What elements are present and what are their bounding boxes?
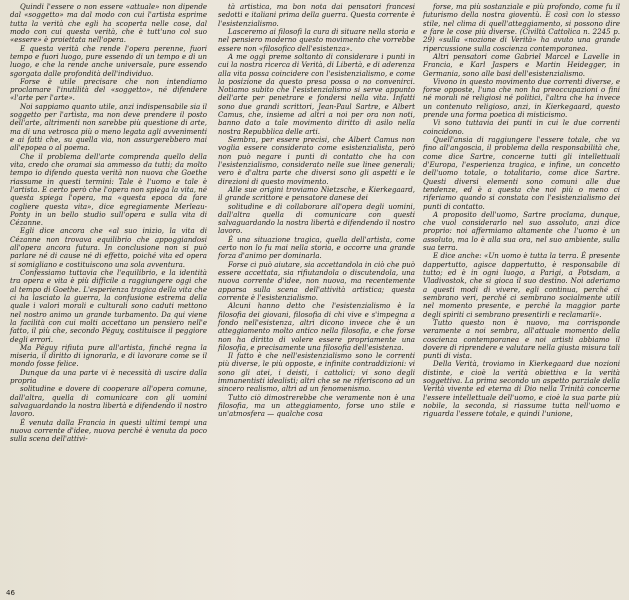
paragraph: Vivono in questo movimento due correnti diverse, e forse opposte, l'una che non ha preoccupazioni o fini né morali né religiosi né politici, l'altra che ha invece un contenuto religioso, anzi, in Kierkegaard, questo prende una forma poetica di misticismo. <box>423 76 620 120</box>
page-number: 46 <box>6 589 15 597</box>
paragraph: tà artistica, ma bon nota dai pensatori francesi sedotti e italiani prima della guerra. Questa corrente è l'esistenzialismo. <box>218 2 415 28</box>
paragraph: solitudine e dovere di cooperare all'opera comune, dall'altra, quella di comunicare con gli uomini salvaguardando la nostra libertà e difendendo il nostro lavoro. <box>10 384 207 419</box>
paragraph: E questa verità che rende l'opera perenne, fuori tempo e fuori luogo, pure essendo di un tempo e di un luogo, e che la rende anche universale, pure essendo sgorgata dalle profondità dell'individuo. <box>10 43 207 78</box>
text-column-2 <box>218 3 415 419</box>
paragraph: Confessiamo tuttavia che l'equilibrio, e la identità tra opera e vita è più difficile a raggiungere oggi che al tempo di Goethe. L'esperienza tragica della vita che ci ha lasciato la guerra, la confusione estrema della quale i valori morali e culturali sono caduti mettono nel nostro animo un grande turbamento. Da qui viene la facilità con cui molti accettano un pensiero nell'e fatto, il più che, secondo Péguy, costituisce il peggiore degli errori. <box>10 268 207 344</box>
paragraph: Sembra, per essere precisi, che Albert Camus non voglia essere considerato come esistenzialista, però non può negare i punti di contatto che ha con l'esistenzialismo, considerato nelle sue linee generali; vero è d'altra parte che diversi sono gli aspetti e le direzioni di questo movimento. <box>218 135 415 186</box>
paragraph: Della Verità, troviamo in Kierkegaard due nozioni distinte, e cioè la verità obiettiva e la verità soggettiva. La prima secondo un aspetto parziale della Verità vivente ed eterna di Dio nella Trinità concerne l'essere intellettuale dell'uomo, e cioè la sua parte più nobile, la seconda, si riassume tutta nell'uomo e riguarda l'essere totale, e quindi l'unione, <box>423 359 620 419</box>
paragraph: È una situazione tragica, quella dell'artista, come certo non lo fu mai nella storia, e occorre una grande forza d'animo per dominarla. <box>218 234 415 261</box>
paragraph: Altri pensatori come Gabriel Marcel e Lavelle in Francia, e Karl Jaspers e Martin Heidegger, in Germania, sono alle basi dell'esistenzialismo. <box>423 51 620 78</box>
paragraph: Egli dice ancora che «al suo inizio, la vita di Cézanne non trovava equilibrio che appoggiandosi all'opera ancora futura. In conclusione non si può parlare né di cause né di effetto, poiché vita ed opera si somigliano e costituiscono una sola avventura. <box>10 226 207 269</box>
paragraph: Forse ci può aiutare, sia accettandola in ciò che può essere accettata, sia rifiutandola o discutendola, una nuova corrente d'idee, non nuova, ma recentemente apparsa sulla scena dell'attività artistica; questa corrente è l'esistenzialismo. <box>218 259 415 302</box>
paragraph: Forse è utile precisare che non intendiamo proclamare l'inutilità del «soggetto», né difendere «l'arte per l'arte». <box>10 76 207 103</box>
paragraph: Il fatto è che nell'esistenzialismo sono le correnti più diverse, le più opposte, e infinite contraddizioni: vi sono gli atei, i deisti, i cattolici; vi sono degli immanentisti idealisti; altri che se ne riferiscono ad un sincero realismo, altri ad un fenomenismo. <box>218 351 415 394</box>
paragraph: Lasceremo ai filosofi la cura di situare nella storia e nel pensiero moderno questo movimento che vorrebbe essere non «filosofico dell'esistenza». <box>218 26 415 53</box>
paragraph: Che il problema dell'arte comprenda quello della vita, credo che oramai sia ammesso da tutti; da molto tempo io difendo questa verità non nuova che Goethe riassume in questi termini: Tale è l'uomo e tale è l'artista. E certo però che l'opera non spiega la vita, né questa spiega l'opera, ma «questa epoca da fare cogliere questa vita», dice egregiamente Merleau-Ponty in un bello studio sull'opera e sulla vita di Cézanne. <box>10 151 207 228</box>
paragraph: Alle sue origini troviamo Nietzsche, e Kierkegaard, il grande scrittore e pensatore danese dei <box>218 184 415 203</box>
paragraph: È venuta dalla Francia in questi ultimi tempi una nuova corrente d'idee, nuova perché è venuta da poco sulla scena dell'attivi- <box>10 417 207 444</box>
paragraph: Tutto questo non è nuovo, ma corrisponde veramente a noi sembra, all'attuale momento della coscienza contemporanea e noi artisti abbiamo il dovere di riprendere e valutare nella giusta misura tali punti di vista. <box>423 317 620 361</box>
paragraph: Quindi l'essere o non essere «attuale» non dipende dal «soggetto» ma dal modo con cui l'artista esprime tutta la verità che egli ha scoperta nelle cose, dal modo con cui questa verità, che è tutt'uno col suo «essere» è proiettata nell'opera. <box>10 2 207 45</box>
paragraph: solitudine e di collaborare all'opera degli uomini, dall'altra quella di comunicare con questi salvaguardando la nostra libertà e difendendo il nostro lavoro. <box>218 201 415 236</box>
paragraph: A proposito dell'uomo, Sartre proclama, dunque, che vuol considerarlo nel suo assoluto, anzi dice proprio: noi affermiamo altamente che l'uomo è un assoluto, ma lo è alla sua ora, nel suo ambiente, sulla sua terra. <box>423 209 620 253</box>
paragraph: Quell'ansia di raggiungere l'essere totale, che va fino all'angoscia, il problema della responsabilità che, come dice Sartre, concerne tutti gli intellettuali d'Europa, l'esperienza tragica, e infine, un concetto dell'uomo totale, o totalitario, come dice Sartre. Questi diversi elementi sono comuni alle due tendenze, ed è a questa che noi più o meno ci riferiamo quando si constata con l'esistenzialismo dei punti di contatto. <box>423 135 620 211</box>
text-column-3 <box>423 3 620 419</box>
paragraph: forse, ma più sostanziale e più profondo, come fu il futurismo della nostra gioventù. E così con lo stesso stile, nel clima di quell'atteggiamento, si possono dire e fare le cose più diverse. (Civiltà Cattolica n. 2245 p. 29) «sulla «nozione di Verità» ha avuto una grande ripercussione sulla coscienza contemporanea. <box>423 2 620 53</box>
paragraph: Vi sono tuttavia dei punti in cui le due correnti coincidono. <box>423 118 620 136</box>
paragraph: Alcuni hanno detto che l'esistenzialismo è la filosofia dei giovani, filosofia di chi vive e s'impegna a fondo nell'esistenza, altri dicono invece che è un atteggiamento molto antico nella filosofia, e che forse non ha diritto di volere essere propriamente una filosofia, e precisamente una filosofia dell'esistenza. <box>218 301 415 352</box>
text-column-1 <box>10 3 207 444</box>
paragraph: Noi sappiamo quanto utile, anzi indispensabile sia il soggetto per l'artista, ma non deve prendere il posto dell'arte, altrimenti non sarebbe più questione di arte, ma di una vetrosca più o meno legata agli avvenimenti e ai fatti che, su quella via, non assurgerebbero mai all'epopea o al poema. <box>10 101 207 153</box>
paragraph: A me oggi preme soltanto di considerare i punti in cui la nostra ricerca di Verità, di Libertà, e di aderenza alla vita possa coincidere con l'esistenzialismo, e come la posizione da questo presa possa o no convenirci. Notiamo subito che l'esistenzialismo si serve appunto dell'arte per penetrare e fondersi nella vita. Infatti sono due grandi scrittori, Jean-Paul Sartre, e Albert Camus, che, insieme ad altri a noi per ora non noti, banno dato a tale movimento diritto di asilo nella nostra Repubblica delle arti. <box>218 51 415 136</box>
paragraph: Tutto ciò dimostrerebbe che veramente non è una filosofia, ma un atteggiamento, forse uno stile e un'atmosfera — qualche cosa <box>218 392 415 419</box>
paragraph: Ma Péguy rifiuta pure all'artista, finché regna la miseria, il diritto di ignorarla, e di lavorare come se il mondo fosse felice. <box>10 342 207 369</box>
paragraph: E dice anche: «Un uomo è tutta la terra. È presente dappertutto, agisce dappertutto, è responsabile di tutto; ed è in ogni luogo, a Parigi, a Potsdam, a Vladivostok, che si gioca il suo destino. Noi aderiamo a questi modi di vivere, egli continua, perché ci sembrano veri, perché ci sembrano socialmente utili nel momento presente, e perché la maggior parte degli spiriti ci sembrano presentirli e reclamarli». <box>423 251 620 319</box>
paragraph: Dunque da una parte vi è necessità di uscire dalla propria <box>10 367 207 386</box>
